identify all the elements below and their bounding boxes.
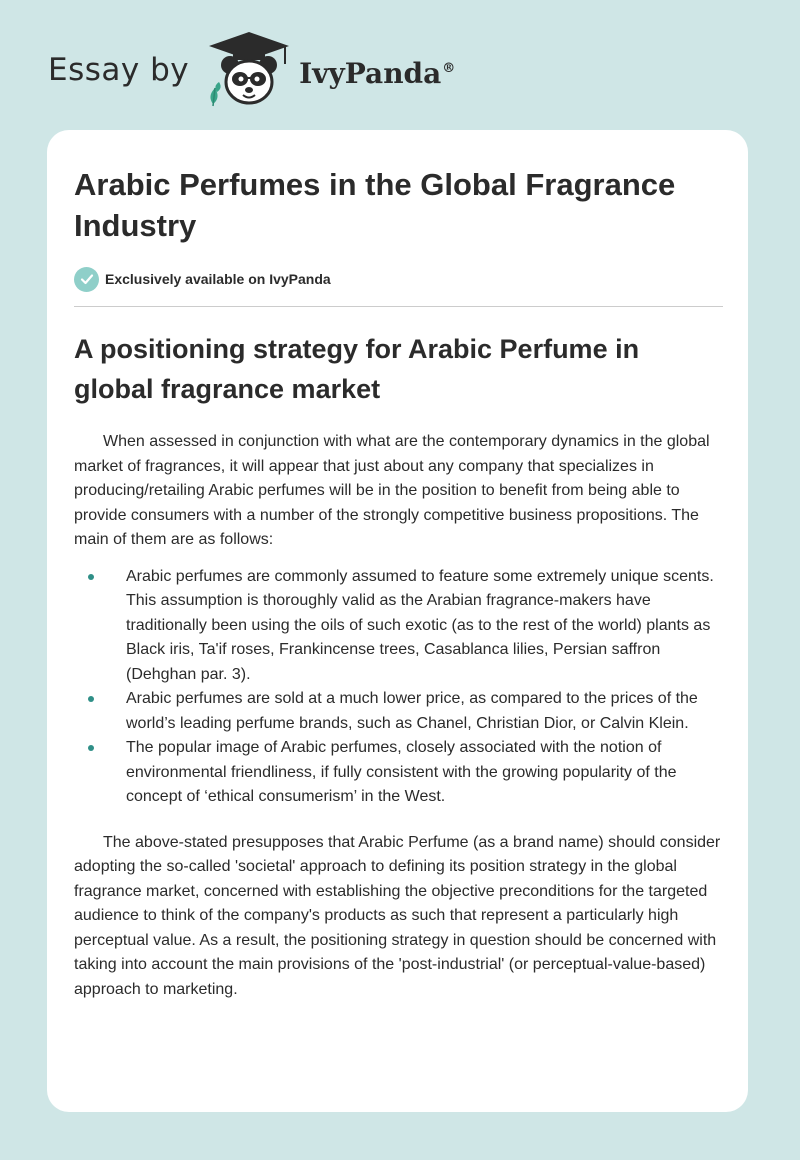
list-item [74,687,723,736]
essay-content [74,164,723,1002]
essay-card [47,130,748,1112]
closing-paragraph: The above-stated presupposes that Arabic Perfume (as a brand name) should consider adopting the so-called 'societal' approach to defining its position strategy in the global fragrance market, concerned with establishing the objective preconditions for the targeted audience to think of the company's products as such that represent a particularly high perceptual value. As a result, the positioning strategy in question should be concerned with taking into account the main provisions of the 'post-industrial' (or perceptual-value-based) approach to marketing. [74,833,721,998]
exclusive-badge [74,266,723,292]
list-item [74,565,723,688]
list-item [74,736,723,810]
list-item-text: Arabic perfumes are sold at a much lower price, as compared to the prices of the world’s leading perfume brands, such as Chanel, Christian Dior, or Calvin Klein. [126,690,698,732]
advantages-list [74,565,723,810]
bullet-icon [88,696,94,702]
exclusive-label: Exclusively available on IvyPanda [105,271,331,287]
panda-logo-icon [203,30,295,110]
bullet-icon [88,745,94,751]
brand-name: IvyPanda® [299,56,456,90]
intro-paragraph: When assessed in conjunction with what are the contemporary dynamics in the global market of fragrances, it will appear that just about any company that specializes in producing/retailing Arabic perfumes will be in the position to benefit from being able to provide consumers with a number of the strongly competitive business propositions. The main of them are as follows: [74,433,710,548]
list-item-text: The popular image of Arabic perfumes, closely associated with the notion of environmental friendliness, if fully consistent with the growing popularity of the concept of ‘ethical consumerism’ in the West. [126,739,677,805]
brand-prefix: Essay by [48,52,190,88]
bullet-icon [88,574,94,580]
list-item-text: Arabic perfumes are commonly assumed to feature some extremely unique scents. This assumption is thoroughly valid as the Arabian fragrance-makers have traditionally been using the oils of such exotic (as to the rest of the world) plants as Black iris, Ta'if roses, Frankincense trees, Casablanca lilies, Persian saffron (Dehghan par. 3). [126,567,714,683]
divider [74,306,723,307]
section-heading: A positioning strategy for Arabic Perfume in global fragrance market [74,334,640,404]
brand-header[interactable] [48,30,455,110]
check-circle-icon [74,267,99,292]
page-title: Arabic Perfumes in the Global Fragrance Industry [74,167,676,243]
